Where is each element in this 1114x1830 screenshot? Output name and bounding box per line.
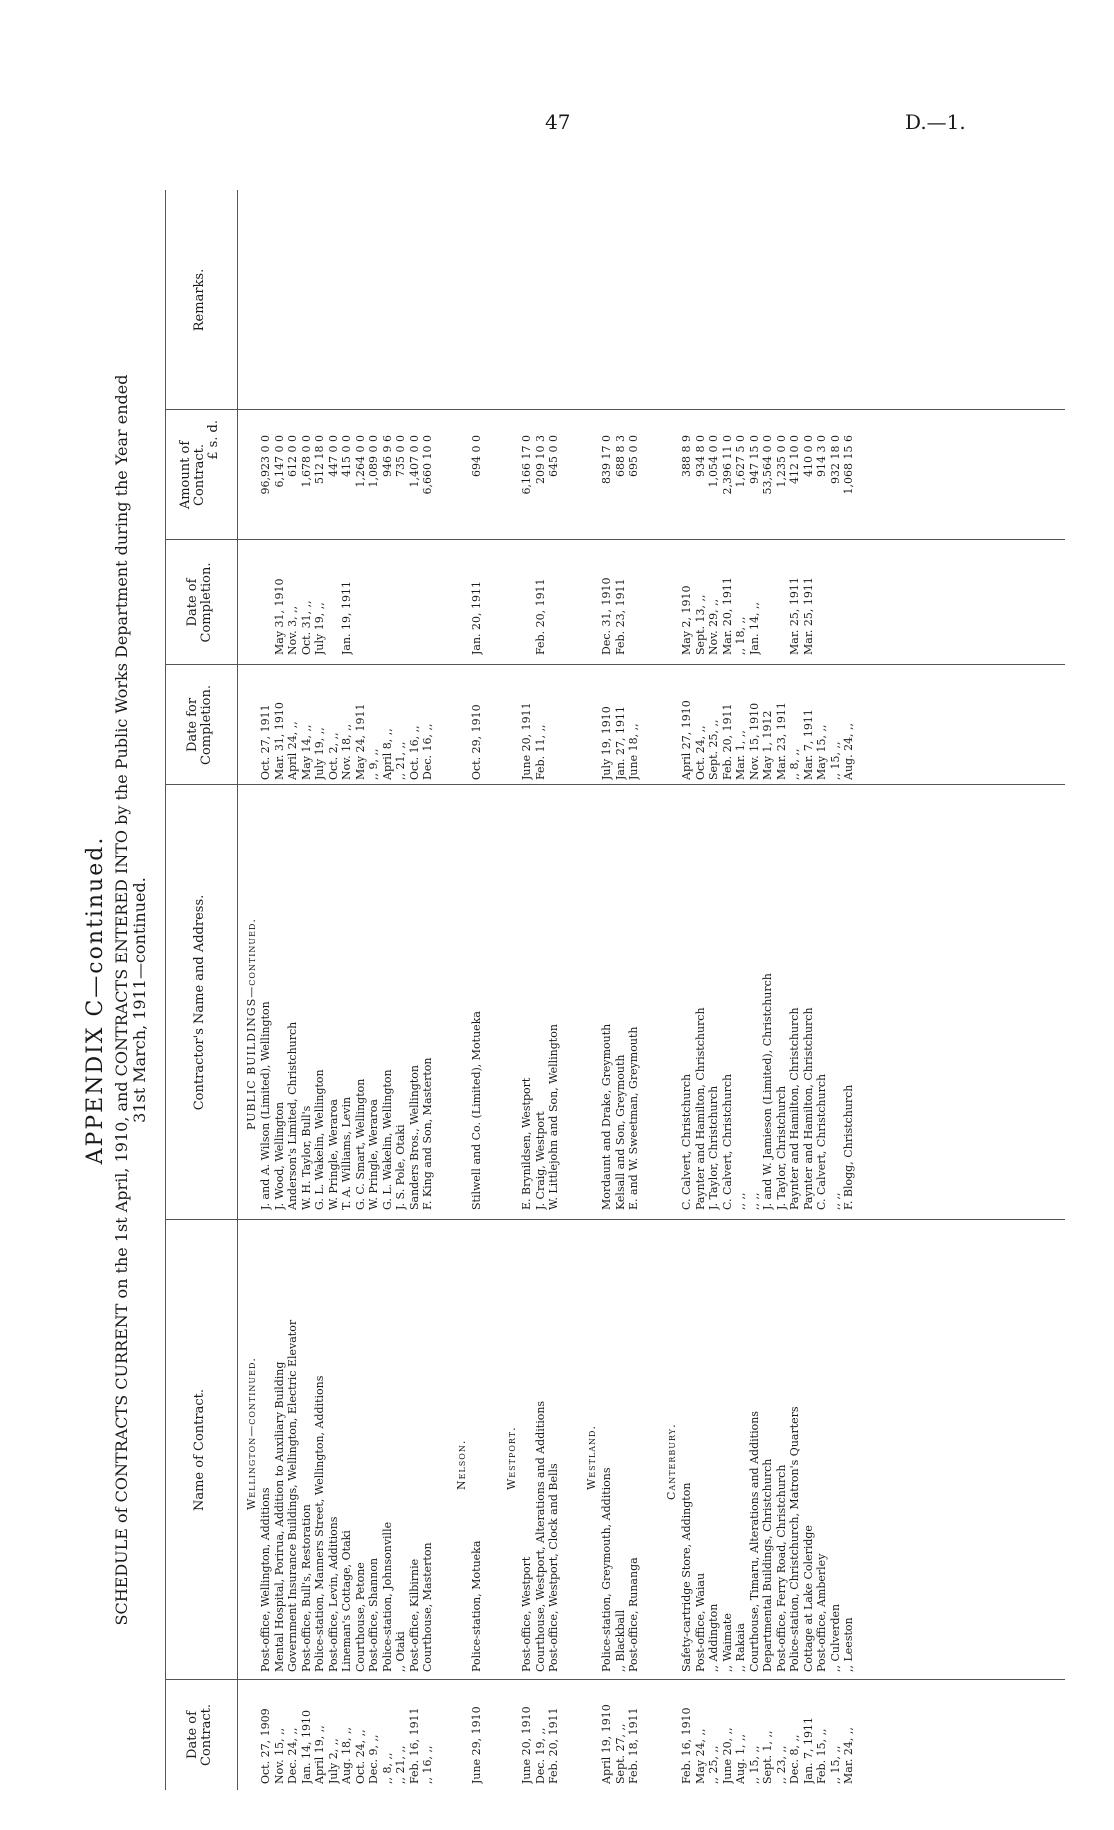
- cell-date-for-completion: June 18, ,,: [627, 723, 640, 780]
- cell-contract-name: Post-office, Westport, Clock and Bells: [547, 1463, 560, 1672]
- cell-contract-name: ,, Rakaia: [734, 1623, 747, 1672]
- cell-date-of-contract: Aug. 1, ,,: [734, 1733, 747, 1784]
- cell-date-for-completion: Nov. 15, 1910: [747, 702, 761, 780]
- cell-date-for-completion: ,, 21, ,,: [394, 741, 407, 780]
- cell-contractor-name: W. Pringle, Weraroa: [326, 1099, 340, 1210]
- cell-amount: 612 0 0: [286, 435, 299, 477]
- cell-amount: 1,235 0 0: [774, 435, 788, 488]
- table-row: [680, 190, 693, 1790]
- cell-date-for-completion: Oct. 24, ,,: [693, 725, 707, 780]
- cell-contractor-name: Sanders Bros., Wellington: [407, 1065, 421, 1210]
- cell-contract-name: Courthouse, Westport, Alterations and Additions: [533, 1400, 547, 1672]
- cell-amount: 96,923 0 0: [259, 435, 272, 495]
- cell-date-of-contract: Dec. 9, ,,: [367, 1734, 380, 1784]
- cell-date-for-completion: July 19, ,,: [313, 727, 326, 780]
- cell-contract-name: Police-station, Christchurch, Matron's Quarters: [788, 1406, 801, 1672]
- cell-date-of-contract: Sept. 1, ,,: [761, 1730, 774, 1784]
- cell-date-of-contract: ,, 21, ,,: [394, 1745, 407, 1784]
- header-date-of-contract: Date of Contract.: [185, 1704, 214, 1766]
- cell-date-of-contract: ,, 16, ,,: [421, 1745, 434, 1784]
- table-row: [788, 190, 801, 1790]
- header-amount-units: £ s. d.: [206, 420, 221, 460]
- table-row: [842, 190, 855, 1790]
- cell-contract-name: ,, Otaki: [394, 1631, 407, 1672]
- cell-contractor-name: E. Brynildsen, Westport: [520, 1077, 533, 1210]
- cell-date-for-completion: Feb. 20, 1911: [720, 703, 734, 780]
- cell-amount: 1,678 0 0: [299, 435, 313, 488]
- cell-contractor-name: G. L. Wakelin, Wellington: [380, 1069, 394, 1210]
- cell-contract-name: Mental Hospital, Porirua, Addition to Auxiliary Building: [272, 1361, 286, 1672]
- cell-contractor-name: Paynter and Hamilton, Christchurch: [693, 1007, 707, 1210]
- appendix-title: APPENDIX C—continued.: [83, 835, 108, 1165]
- table-row: [354, 190, 367, 1790]
- cell-date-for-completion: June 20, 1911: [520, 702, 533, 780]
- cell-date-of-contract: Feb. 20, 1911: [547, 1707, 560, 1784]
- table-row: [829, 190, 842, 1790]
- cell-amount: 1,089 0 0: [367, 435, 380, 488]
- cell-date-of-completion: Nov. 29, ,,: [707, 598, 720, 655]
- cell-date-for-completion: Mar. 23, 1911: [774, 702, 788, 780]
- cell-amount: 932 18 0: [828, 435, 842, 484]
- cell-amount: 735 0 0: [394, 435, 407, 477]
- cell-date-for-completion: April 27, 1910: [680, 700, 693, 780]
- cell-contract-name: Cottage at Lake Coleridge: [801, 1525, 815, 1672]
- table-row: [614, 190, 627, 1790]
- table-row: [394, 190, 407, 1790]
- cell-date-of-completion: Sept. 13, ,,: [693, 594, 707, 655]
- rotated-schedule: [75, 170, 1085, 1830]
- cell-contract-name: Post-office, Wellington, Additions: [259, 1487, 272, 1672]
- table-row: [748, 190, 761, 1790]
- cell-date-of-contract: Jan. 14, 1910: [299, 1709, 313, 1784]
- cell-date-for-completion: Sept. 25, ,,: [707, 719, 720, 780]
- table-row: [340, 190, 353, 1790]
- cell-date-of-completion: May 31, 1910: [272, 578, 286, 655]
- cell-date-of-completion: Mar. 20, 1911: [720, 577, 734, 655]
- cell-amount: 512 18 0: [313, 435, 326, 484]
- subtitle-line-2: 31st March, 1911—continued.: [130, 877, 149, 1123]
- cell-contractor-name: J. Taylor, Christchurch: [774, 1085, 788, 1210]
- cell-contract-name: Post-office, Runanga: [627, 1557, 640, 1672]
- table-row: [707, 190, 720, 1790]
- table-row: [313, 190, 326, 1790]
- cell-date-for-completion: Mar. 1, ,,: [734, 730, 747, 780]
- header-contractor: Contractor's Name and Address.: [192, 894, 207, 1111]
- cell-date-for-completion: Mar. 7, 1911: [801, 709, 815, 780]
- cell-date-of-completion: Jan. 20, 1911: [470, 580, 483, 655]
- cell-contract-name: Police-station, Johnsonville: [380, 1521, 394, 1672]
- cell-amount: 645 0 0: [547, 435, 560, 477]
- table-row: [775, 190, 788, 1790]
- cell-date-of-contract: Feb. 16, 1910: [680, 1707, 693, 1784]
- cell-contract-name: Departmental Buildings, Christchurch: [761, 1458, 774, 1672]
- cell-date-for-completion: Oct. 2, ,,: [326, 732, 340, 780]
- header-amount: [165, 410, 235, 540]
- cell-date-of-completion: Nov. 3, ,,: [286, 605, 299, 655]
- cell-contractor-name: J. Taylor, Christchurch: [707, 1085, 720, 1210]
- cell-contractor-name: T. A. Williams, Levin: [340, 1096, 353, 1210]
- cell-date-of-contract: ,, 8, ,,: [380, 1752, 394, 1784]
- cell-date-of-completion: Mar. 25, 1911: [801, 577, 815, 655]
- table-row: [694, 190, 707, 1790]
- cell-date-of-contract: ,, 23, ,,: [774, 1745, 788, 1784]
- cell-date-of-contract: Jan. 7, 1911: [801, 1716, 815, 1784]
- cell-contract-name: ,, Addington: [707, 1603, 720, 1672]
- cell-contractor-name: C. Calvert, Christchurch: [680, 1073, 693, 1210]
- cell-contract-name: Courthouse, Timaru, Alterations and Additions: [747, 1411, 761, 1672]
- cell-date-for-completion: Jan. 27, 1911: [613, 705, 627, 780]
- cell-contract-name: Courthouse, Masterton: [421, 1542, 434, 1672]
- table-row: [534, 190, 547, 1790]
- cell-contractor-name: J. Craig, Westport: [533, 1111, 547, 1210]
- cell-date-of-contract: April 19, 1910: [600, 1704, 613, 1784]
- table-row: [815, 190, 828, 1790]
- cell-contractor-name: W. Littlejohn and Son, Wellington: [547, 1024, 560, 1210]
- header-amount-label: Amount of Contract.: [178, 440, 207, 510]
- cell-date-of-contract: Feb. 15, ,,: [815, 1728, 828, 1784]
- section-wellington: Wellington—continued.: [245, 1357, 258, 1510]
- cell-contract-name: Post-office, Ferry Road, Christchurch: [774, 1464, 788, 1672]
- header-date-for-completion: Date for Completion.: [185, 685, 214, 765]
- cell-amount: 388 8 9: [680, 435, 693, 477]
- cell-amount: 688 8 3: [613, 435, 627, 477]
- cell-amount: 1,068 15 6: [842, 435, 855, 495]
- cell-contractor-name: W. Pringle, Weraroa: [367, 1099, 380, 1210]
- table-row: [627, 190, 640, 1790]
- table-row: [367, 190, 380, 1790]
- cell-date-of-contract: June 20, 1910: [520, 1706, 533, 1784]
- cell-date-for-completion: Oct. 27, 1911: [259, 704, 272, 780]
- cell-contract-name: ,, Waimate: [720, 1613, 734, 1672]
- cell-date-of-completion: May 2, 1910: [680, 585, 693, 655]
- cell-contract-name: Post-office, Levin, Additions: [326, 1516, 340, 1672]
- cell-contractor-name: F. King and Son, Masterton: [421, 1057, 434, 1210]
- cell-amount: 946 9 6: [380, 435, 394, 477]
- cell-contract-name: Government Insurance Buildings, Wellington, Electric Elevator: [286, 1319, 299, 1672]
- cell-amount: 2,396 11 0: [720, 435, 734, 495]
- document-reference: D.—1.: [905, 110, 966, 134]
- cell-date-of-contract: Dec. 19, ,,: [533, 1727, 547, 1784]
- section-public-buildings: PUBLIC BUILDINGS—continued.: [245, 918, 258, 1130]
- cell-contractor-name: ,, ,,: [734, 1192, 747, 1210]
- table-row: [802, 190, 815, 1790]
- cell-date-of-completion: Feb. 23, 1911: [613, 578, 627, 655]
- cell-amount: 1,407 0 0: [407, 435, 421, 488]
- cell-date-of-completion: July 19, ,,: [313, 602, 326, 655]
- table-row: [408, 190, 421, 1790]
- cell-contract-name: Police-station, Manners Street, Wellington, Additions: [313, 1375, 326, 1672]
- cell-contractor-name: Stilwell and Co. (Limited), Motueka: [470, 1011, 483, 1210]
- cell-date-of-completion: Mar. 25, 1911: [788, 577, 801, 655]
- cell-contract-name: Post-office, Bull's, Restoration: [299, 1504, 313, 1672]
- cell-contractor-name: G. C. Smart, Wellington: [353, 1078, 367, 1210]
- cell-amount: 694 0 0: [470, 435, 483, 477]
- cell-date-of-contract: April 19, ,,: [313, 1725, 326, 1784]
- cell-date-for-completion: May 15, ,,: [815, 724, 828, 780]
- cell-contract-name: Post-office, Amberley: [815, 1553, 828, 1672]
- cell-date-for-completion: Oct. 16, ,,: [407, 725, 421, 780]
- header-date-of-completion: Date of Completion.: [185, 562, 214, 643]
- cell-date-of-contract: May 24, ,,: [693, 1728, 707, 1784]
- cell-contractor-name: Anderson's Limited, Christchurch: [286, 1021, 299, 1210]
- cell-date-of-contract: Nov. 15, ,,: [272, 1727, 286, 1784]
- cell-amount: 415 0 0: [340, 435, 353, 477]
- cell-date-for-completion: May 14, ,,: [299, 724, 313, 780]
- cell-amount: 695 0 0: [627, 435, 640, 477]
- schedule-subtitle: [113, 170, 149, 1830]
- cell-contract-name: Post-office, Kilbirnie: [407, 1558, 421, 1672]
- cell-date-of-contract: Dec. 8, ,,: [788, 1734, 801, 1784]
- cell-contractor-name: J. Wood, Wellington: [272, 1101, 286, 1210]
- cell-amount: 447 0 0: [326, 435, 340, 477]
- section-westland: Westland.: [585, 1425, 598, 1490]
- cell-contractor-name: E. and W. Sweetman, Greymouth: [627, 1026, 640, 1210]
- cell-date-of-completion: ,, 18, ,,: [734, 616, 747, 655]
- table-row: [547, 190, 560, 1790]
- cell-date-of-completion: Dec. 31, 1910: [600, 577, 613, 655]
- cell-contractor-name: F. Blogg, Christchurch: [842, 1084, 855, 1210]
- cell-amount: 6,660 10 0: [421, 435, 434, 495]
- cell-contract-name: ,, Blackball: [613, 1609, 627, 1672]
- cell-contractor-name: J. and W. Jamieson (Limited), Christchurch: [761, 973, 774, 1210]
- cell-contract-name: Post-office, Westport: [520, 1556, 533, 1672]
- cell-contractor-name: Mordaunt and Drake, Greymouth: [600, 1023, 613, 1210]
- cell-date-of-contract: Feb. 18, 1911: [627, 1707, 640, 1784]
- table-row: [273, 190, 286, 1790]
- table-row: [470, 190, 483, 1790]
- cell-date-for-completion: ,, 8, ,,: [788, 748, 801, 780]
- cell-date-of-contract: Sept. 27, ,,: [613, 1723, 627, 1784]
- cell-date-of-contract: Mar. 24, ,,: [842, 1727, 855, 1784]
- cell-contractor-name: J. and A. Wilson (Limited), Wellington: [259, 1001, 272, 1210]
- cell-contract-name: Post-office, Waiau: [693, 1572, 707, 1672]
- cell-amount: 53,564 0 0: [761, 435, 774, 495]
- cell-date-of-contract: ,, 15, ,,: [747, 1745, 761, 1784]
- cell-date-of-completion: Oct. 31, ,,: [299, 600, 313, 655]
- cell-date-of-completion: Feb. 20, 1911: [533, 578, 547, 655]
- cell-date-of-contract: ,, 15, ,,: [828, 1745, 842, 1784]
- table-row: [300, 190, 313, 1790]
- cell-date-for-completion: ,, 9, ,,: [367, 748, 380, 780]
- cell-contractor-name: ,, ,,: [747, 1192, 761, 1210]
- cell-amount: 1,054 0 0: [707, 435, 720, 488]
- cell-amount: 914 3 0: [815, 435, 828, 477]
- cell-amount: 1,264 0 0: [353, 435, 367, 488]
- schedule-table: [165, 190, 1065, 1790]
- rule-top: [165, 190, 166, 1790]
- table-row: [520, 190, 533, 1790]
- table-row: [734, 190, 747, 1790]
- cell-contractor-name: Paynter and Hamilton, Christchurch: [788, 1007, 801, 1210]
- cell-date-for-completion: Mar. 31, 1910: [272, 702, 286, 780]
- cell-date-of-contract: Dec. 24, ,,: [286, 1727, 299, 1784]
- cell-date-for-completion: April 8, ,,: [380, 728, 394, 780]
- cell-amount: 410 0 0: [801, 435, 815, 477]
- cell-date-for-completion: April 24, ,,: [286, 721, 299, 780]
- cell-contractor-name: W. H. Taylor, Bull's: [299, 1105, 313, 1210]
- cell-contractor-name: G. L. Wakelin, Wellington: [313, 1069, 326, 1210]
- table-row: [761, 190, 774, 1790]
- cell-contractor-name: C. Calvert, Christchurch: [815, 1073, 828, 1210]
- section-canterbury: Canterbury.: [665, 1423, 678, 1500]
- header-remarks: Remarks.: [192, 268, 207, 332]
- header-name-of-contract: Name of Contract.: [192, 1388, 207, 1512]
- cell-date-for-completion: May 1, 1912: [761, 710, 774, 780]
- cell-contractor-name: ,, ,,: [828, 1192, 842, 1210]
- cell-amount: 209 10 3: [533, 435, 547, 484]
- cell-amount: 6,147 0 0: [272, 435, 286, 488]
- cell-date-of-completion: Jan. 19, 1911: [340, 580, 353, 655]
- cell-contract-name: ,, Culverden: [828, 1603, 842, 1672]
- cell-date-for-completion: Aug. 24, ,,: [842, 722, 855, 780]
- cell-date-for-completion: May 24, 1911: [353, 703, 367, 780]
- cell-date-of-completion: Jan. 14, ,,: [747, 601, 761, 655]
- cell-date-for-completion: ,, 15, ,,: [828, 741, 842, 780]
- cell-date-of-contract: ,, 25, ,,: [707, 1745, 720, 1784]
- cell-amount: 412 10 0: [788, 435, 801, 484]
- table-row: [721, 190, 734, 1790]
- cell-date-of-contract: June 29, 1910: [470, 1706, 483, 1784]
- cell-amount: 934 8 0: [693, 435, 707, 477]
- cell-amount: 839 17 0: [600, 435, 613, 484]
- cell-date-for-completion: Nov. 18, ,,: [340, 723, 353, 780]
- cell-amount: 6,166 17 0: [520, 435, 533, 495]
- cell-contract-name: Safety-cartridge Store, Addington: [680, 1482, 693, 1672]
- table-row: [286, 190, 299, 1790]
- cell-contractor-name: Paynter and Hamilton, Christchurch: [801, 1007, 815, 1210]
- cell-date-for-completion: Feb. 11, ,,: [533, 724, 547, 780]
- table-row: [259, 190, 272, 1790]
- cell-date-of-contract: Aug. 18, ,,: [340, 1726, 353, 1784]
- cell-contract-name: Police-station, Motueka: [470, 1540, 483, 1672]
- cell-date-of-contract: Oct. 24, ,,: [353, 1729, 367, 1784]
- cell-date-for-completion: Dec. 16, ,,: [421, 723, 434, 780]
- page-number: 47: [545, 110, 571, 134]
- cell-amount: 1,627 5 0: [734, 435, 747, 488]
- cell-date-for-completion: July 19, 1910: [600, 706, 613, 780]
- cell-date-of-contract: Oct. 27, 1909: [259, 1708, 272, 1784]
- cell-contract-name: Lineman's Cottage, Otaki: [340, 1530, 353, 1672]
- cell-contractor-name: Kelsall and Son, Greymouth: [613, 1054, 627, 1210]
- section-nelson: Nelson.: [455, 1439, 468, 1490]
- cell-contractor-name: C. Calvert, Christchurch: [720, 1073, 734, 1210]
- rule-header: [237, 190, 238, 1790]
- cell-contract-name: ,, Leeston: [842, 1617, 855, 1672]
- table-row: [421, 190, 434, 1790]
- table-row: [600, 190, 613, 1790]
- cell-contract-name: Courthouse, Petone: [353, 1562, 367, 1672]
- cell-amount: 947 15 0: [747, 435, 761, 484]
- cell-date-for-completion: Oct. 29, 1910: [470, 704, 483, 780]
- table-row: [381, 190, 394, 1790]
- cell-date-of-contract: June 20, ,,: [720, 1727, 734, 1784]
- cell-contract-name: Post-office, Shannon: [367, 1557, 380, 1672]
- section-westport: Westport.: [505, 1426, 518, 1490]
- cell-date-of-contract: Feb. 16, 1911: [407, 1707, 421, 1784]
- cell-contractor-name: J. S. Pole, Otaki: [394, 1124, 407, 1210]
- cell-contract-name: Police-station, Greymouth, Additions: [600, 1467, 613, 1672]
- table-row: [327, 190, 340, 1790]
- cell-date-of-contract: July 2, ,,: [326, 1738, 340, 1784]
- subtitle-line-1: SCHEDULE of CONTRACTS CURRENT on the 1st April, 1910, and CONTRACTS ENTERED INTO by the Public Works Department during the Year ended: [112, 374, 131, 1626]
